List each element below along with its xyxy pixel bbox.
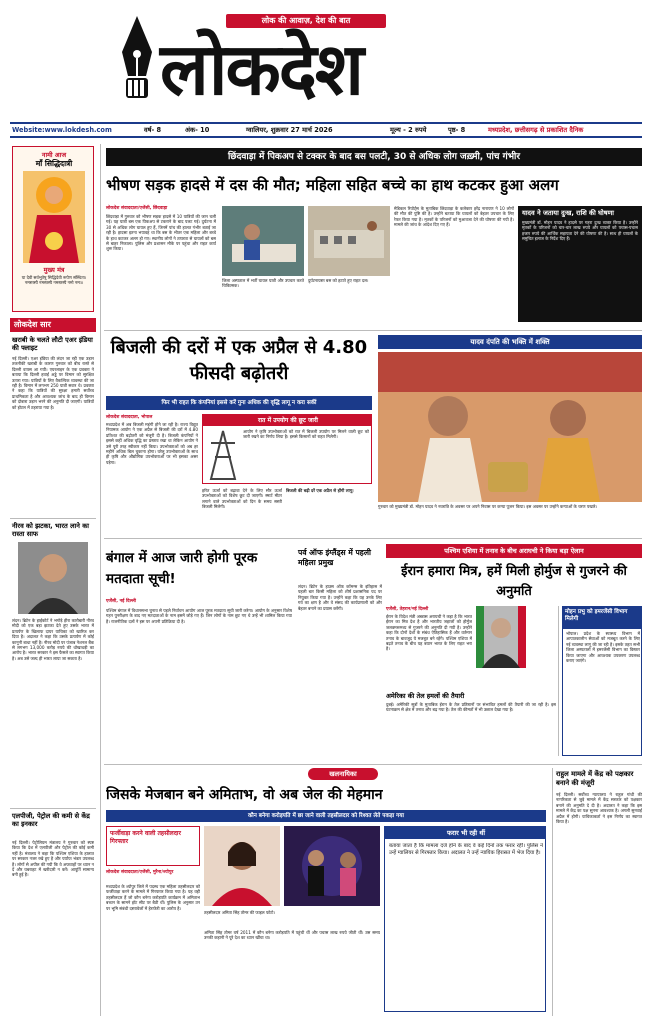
left-column	[10, 144, 96, 1016]
power-tower-icon	[207, 429, 239, 481]
hoc-headline: पर्व ऑफ इंग्लैंड्स में पहली महिला प्रमुख	[298, 548, 371, 567]
electricity-headline: बिजली की दरों में एक अप्रैल से 4.80 फीसदी बढ़ोतरी	[110, 337, 368, 384]
electricity-caption: बिजली की बढ़ी दरें एक अप्रैल से होंगी लागू।	[286, 488, 354, 493]
emergency-headline: मोहन प्रभु को इमरजेंसी विभाग मिलेगी	[563, 607, 642, 629]
electricity-byline: लोकदेश संवाददाता, भोपाल	[106, 415, 153, 420]
iran-body: ईरान के विदेश मंत्री अब्बास अराघची ने कहा है कि भारत ईरान का मित्र देश है और भारतीय जहाजों को होर्मुज जलडमरूमध्य से गुजरने की अनुमति दी गयी है। उन्होंने कहा कि दोनों देशों के संबंध ऐतिहासिक हैं और वर्तमान तनाव के बावजूद ये मजबूत बने रहेंगे। पश्चिम एशिया में बढ़ते तनाव के बीच यह बयान भारत के लिए राहत भरा है।	[386, 614, 472, 652]
divider	[104, 538, 642, 539]
kbc-photo	[284, 826, 380, 906]
night-use-box	[202, 414, 372, 484]
pages: पृष्ठ- 8	[448, 126, 466, 134]
araghchi-photo	[476, 606, 526, 668]
night-use-body: आयोग ने कृषि उपभोक्ताओं को रात में बिजली उपयोग पर मिलने वाली छूट को जारी रखने का निर्णय लिया है। इससे किसानों को राहत मिलेगी।	[243, 429, 369, 440]
goddess-image	[23, 171, 85, 263]
yadav-banner: यादव दंपति की भक्ति में शक्ति	[378, 335, 642, 349]
masthead	[0, 0, 650, 118]
divider	[10, 808, 96, 809]
iran-byline: एजेंसी, तेहरान/नई दिल्ली	[386, 607, 429, 612]
info-bar	[10, 122, 642, 138]
tehsildar-photo	[204, 826, 280, 906]
top-headline: भीषण सड़क हादसे में दस की मौत; महिला सहित बच्चे का हाथ कटकर हुआ अलग	[106, 176, 559, 194]
masthead-logo: लोकदेश	[160, 27, 362, 111]
price: मूल्य - 2 रुपये	[390, 126, 427, 134]
ad-caption: या देवी सर्वभूतेषु सिद्धिदेवी रूपेण संस्थिता। नमस्तस्यै नमस्तस्यै नमस्तस्यै नमो नमः॥	[21, 275, 87, 286]
khalnayika-body-2: अमिता सिंह तोमर वर्ष 2011 में कौन बनेगा करोड़पति में पहुंची थीं और पचास लाख रुपये जीती थीं। उस समय उनकी कहानी ने पूरे देश का ध्यान खींचा था।	[204, 930, 380, 941]
fraud-headline: फर्जीवाड़ा करने वाली तहसीलदार गिरफ्तार	[110, 830, 181, 845]
bengal-headline: बंगाल में आज जारी होगी पूरक मतदाता सूची!	[106, 550, 258, 587]
khalnayika-body: मध्यप्रदेश के श्योपुर जिले में पदस्थ एक महिला तहसीलदार को फर्जीवाड़ा करने के मामले में गिरफ्तार किया गया है। यह वही तहसीलदार हैं जो कौन बनेगा करोड़पति कार्यक्रम में अमिताभ बच्चन के सामने हॉट सीट पर बैठी थीं। पुलिस के अनुसार उन पर भूमि संबंधी दस्तावेजों में हेराफेरी का आरोप है।	[106, 884, 200, 911]
kanya-pujan-photo	[378, 352, 642, 502]
brief2-body: लंदन। ब्रिटेन के हाईकोर्ट ने भगोड़े हीरा कारोबारी नीरव मोदी को एक बड़ा झटका देते हुए उसके भारत में प्रत्यर्पण के खिलाफ दायर याचिका को खारिज कर दिया है। अदालत ने कहा कि उसके प्रत्यर्पण में कोई कानूनी बाधा नहीं है। नीरव मोदी पर पंजाब नेशनल बैंक से लगभग 13,000 करोड़ रुपये की धोखाधड़ी का आरोप है। भारत सरकार ने इस फैसले का स्वागत किया है। अब उसे जल्द ही भारत लाया जा सकता है।	[12, 618, 94, 661]
divider	[104, 330, 642, 331]
hoc-body: लंदन। ब्रिटेन के हाउस ऑफ कॉमन्स के इतिहास में पहली बार किसी महिला को शीर्ष प्रशासनिक पद पर नियुक्त किया गया है। उन्होंने कहा कि यह उनके लिए गर्व का क्षण है और वे संसद की कार्यप्रणाली को और बेहतर बनाने का प्रयास करेंगी।	[298, 584, 382, 611]
hospital-photo	[222, 206, 304, 276]
top-body-3: मेडिकल रिपोर्ट्स के मुताबिक छिंदवाड़ा के कलेक्टर हरेंद्र नारायण ने 10 लोगों की मौत की पुष्टि की है। उन्होंने बताया कि घायलों को बेहतर उपचार के लिए रेफर किया गया है। मृतकों के परिजनों को मुआवजा देने की घोषणा की गयी है। मामले की जांच के आदेश दिए गए हैं।	[394, 206, 514, 228]
column-rule	[552, 768, 553, 1016]
column-rule	[100, 144, 101, 1016]
website-link[interactable]: Website:www.lokdesh.com	[12, 126, 112, 134]
iran-sub-body: दुबई। अमेरिकी सूत्रों के मुताबिक ईरान के तेल प्रतिष्ठानों पर संभावित हमलों की तैयारी की जा रही है। इस घटनाक्रम से क्षेत्र में तनाव और बढ़ गया है। तेल की कीमतों में भी उछाल देखा गया है।	[386, 702, 556, 713]
ad-title-1: नामी आज	[41, 151, 67, 159]
cm-relief-box	[518, 206, 642, 322]
electricity-body-2: हरित ऊर्जा को बढ़ावा देने के लिए सौर ऊर्जा उपभोक्ताओं को विशेष छूट दी जाएगी। स्मार्ट मीटर लगाने वाले उपभोक्ताओं को दिन के समय सस्ती बिजली मिलेगी।	[202, 488, 282, 510]
fraud-box	[106, 826, 200, 866]
photo-caption-1: जिला अस्पताल में भर्ती घायल यात्री और उपचार करते चिकित्सक।	[222, 278, 304, 289]
absconding-body: बताया जाता है कि मामला दर्ज होने के बाद वे कई दिनों तक फरार रहीं। पुलिस ने उन्हें ग्वालियर से गिरफ्तार किया। अदालत ने उन्हें न्यायिक हिरासत में भेज दिया है।	[389, 843, 543, 856]
ad-title-3: मुख्य मंत्र	[43, 266, 65, 274]
brief3-body: नई दिल्ली। पेट्रोलियम मंत्रालय ने गुरुवार को स्पष्ट किया कि देश में एलपीजी और पेट्रोल की कोई कमी नहीं है। मंत्रालय ने कहा कि पश्चिम एशिया के हालात पर सरकार नजर रखे हुए है और पर्याप्त भंडार उपलब्ध है। लोगों से अपील की गयी कि वे अफवाहों पर ध्यान न दें और घबराहट में खरीदारी न करें। आपूर्ति सामान्य बनी हुई है।	[12, 840, 94, 878]
top-kicker: छिंदवाड़ा में पिकअप से टक्कर के बाद बस पलटी, 30 से अधिक लोग जख़्मी, पांच गंभीर	[106, 148, 642, 166]
divider	[104, 764, 642, 765]
rahul-headline: राहुल मामले में केंद्र को पक्षकार बनाने की मंजूरी	[556, 770, 634, 787]
column-rule	[558, 606, 559, 756]
dateline: ग्वालियर, शुक्रवार 27 मार्च 2026	[246, 126, 333, 134]
absconding-box	[384, 826, 546, 1012]
top-byline: लोकदेश संवाददाता/एजेंसी, छिंदवाड़ा	[106, 206, 168, 211]
emergency-box	[562, 606, 642, 756]
khalnayika-byline: लोकदेश संवाददाता/एजेंसी, मुरैना/श्योपुर	[106, 870, 174, 875]
section-label: लोकदेश सार	[10, 318, 96, 332]
iran-kicker: पश्चिम एशिया में तनाव के बीच अराघची ने किया बड़ा ऐलान	[386, 544, 642, 558]
electricity-body: मध्यप्रदेश में अब बिजली महंगी होने जा रही है। राज्य विद्युत नियामक आयोग ने एक अप्रैल से बिजली की दरों में 4.80 प्रतिशत की बढ़ोतरी को मंजूरी दी है। बिजली कंपनियों ने इससे कहीं अधिक वृद्धि का प्रस्ताव रखा था लेकिन आयोग ने उसे पूरी तरह स्वीकार नहीं किया। उपभोक्ताओं को अब हर महीने अधिक बिल चुकाना होगा। घरेलू उपभोक्ताओं के साथ ही कृषि और औद्योगिक उपभोक्ताओं पर भी इसका असर पड़ेगा।	[106, 422, 198, 465]
brief2-headline: नीरव को झटका, भारत लाने का रास्ता साफ	[12, 522, 89, 538]
edition: मध्यप्रदेश, छत्तीसगढ़ से प्रकाशित दैनिक	[488, 126, 584, 134]
absconding-headline: फरार भी रही थीं	[385, 827, 546, 839]
devotional-ad	[12, 146, 94, 312]
khalnayika-subhead: कौन बनेगा करोड़पति में छा जाने वाली तहसीलदार को रिश्वत लेते पकड़ा गया	[106, 810, 546, 822]
night-use-headline: रात में उपयोग की छूट जारी	[203, 415, 372, 426]
yadav-caption: गुरुवार को मुख्यमंत्री डॉ. मोहन यादव ने नवरात्रि के अवसर पर अपने निवास पर कन्या पूजन किया। इस अवसर पर उन्होंने कन्याओं के चरण पखारे।	[378, 504, 598, 509]
iran-headline: ईरान हमारा मित्र, हमें मिली होर्मुज से गुजरने की अनुमति	[401, 564, 627, 599]
bus-accident-photo	[308, 206, 390, 276]
emergency-body: भोपाल। प्रदेश के स्वास्थ्य विभाग में आपातकालीन सेवाओं को मजबूत करने के लिए नई व्यवस्था लागू की जा रही है। इसके तहत सभी जिला अस्पतालों में इमरजेंसी विभाग का विस्तार किया जाएगा और आवश्यक उपकरण उपलब्ध कराए जाएंगे।	[566, 631, 640, 664]
cm-relief-headline: यादव ने जताया दुःख, राशि की घोषणा	[522, 209, 615, 217]
top-body-1: छिंदवाड़ा में गुरुवार को भीषण सड़क हादसे में 10 यात्रियों की जान चली गई। यह यात्री बस एक पिकअप से टकराने के बाद पलट गई। दुर्घटना में 30 से अधिक लोग घायल हुए हैं, जिनमें पांच की हालत गंभीर बताई जा रही है। हादसा इतना भयावह था कि बस के भीतर एक महिला और बच्चे के हाथ कटकर अलग हो गए। स्थानीय लोगों ने तत्परता से घायलों को बस से बाहर निकाला। पुलिस और प्रशासन मौके पर पहुंचा और राहत कार्य शुरू किया।	[106, 214, 216, 252]
tehsildar-caption: तहसीलदार अमिता सिंह तोमर की फाइल फोटो।	[204, 910, 276, 915]
issue: अंक- 10	[185, 126, 210, 134]
bengal-body: पश्चिम बंगाल में विधानसभा चुनाव से पहले निर्वाचन आयोग आज पूरक मतदाता सूची जारी करेगा। आयोग के अनुसार विशेष गहन पुनरीक्षण के बाद नए मतदाताओं के नाम इसमें जोड़े गए हैं। जिन लोगों के नाम छूट गए थे उन्हें भी शामिल किया गया है। राजनीतिक दलों ने इस पर अपनी प्रतिक्रिया दी है।	[106, 608, 292, 624]
pen-logo-icon	[112, 14, 162, 110]
iran-sub-headline: अमेरिका की तेल हमलों की तैयारी	[386, 692, 465, 700]
divider	[10, 518, 96, 519]
photo-caption-2: दुर्घटनाग्रस्त बस को हटाते हुए राहत दल।	[308, 278, 369, 283]
brief3-headline: एलपीजी, पेट्रोल की कमी से केंद्र का इनकार	[12, 812, 90, 828]
bengal-byline: एजेंसी, नई दिल्ली	[106, 599, 136, 604]
rahul-body: नई दिल्ली। सर्वोच्च न्यायालय ने राहुल गांधी की नागरिकता से जुड़े मामले में केंद्र सरकार को पक्षकार बनाने की अनुमति दे दी है। अदालत ने कहा कि इस मामले में केंद्र का पक्ष सुनना आवश्यक है। अगली सुनवाई अप्रैल में होगी। याचिकाकर्ता ने इस निर्णय का स्वागत किया है।	[556, 792, 642, 825]
ad-title-2: माँ सिद्धिदात्री	[35, 159, 73, 168]
electricity-subhead: फिर भी राहत कि कंपनियां इससे करें गुना अधिक की वृद्धि लागू न करा सकीं	[106, 396, 372, 410]
brief1-body: नई दिल्ली। एअर इंडिया की लंदन जा रही एक उड़ान तकनीकी खराबी के कारण गुरुवार को बीच रास्ते से दिल्ली वापस आ गयी। एयरलाइन के एक प्रवक्ता ने बताया कि दिल्ली हवाई अड्डे पर विमान को सुरक्षित उतारा गया। यात्रियों के लिए वैकल्पिक व्यवस्था की जा रही है। विमान में लगभग 250 यात्री सवार थे। प्रवक्ता ने कहा कि यात्रियों की सुरक्षा हमारी सर्वोच्च प्राथमिकता है और आवश्यक जांच के बाद ही विमान को दोबारा उड़ान भरने की अनुमति दी जाएगी। यात्रियों को होटल में ठहराया गया है।	[12, 356, 94, 410]
khalnayika-label: खलनायिका	[308, 768, 378, 780]
masthead-tagline: लोक की आवाज़, देश की बात	[226, 14, 386, 28]
brief1-headline: खराबी के चलते लौटी एअर इंडिया की फ्लाइट	[12, 336, 93, 352]
year: वर्ष- 8	[144, 126, 162, 134]
nirav-photo	[18, 542, 88, 614]
cm-relief-body: मुख्यमंत्री डॉ. मोहन यादव ने हादसे पर गहरा दुःख व्यक्त किया है। उन्होंने मृतकों के परिजनों को चार-चार लाख रुपये और घायलों को पचास-पचास हजार रुपये की आर्थिक सहायता देने की घोषणा की है। साथ ही घायलों के समुचित इलाज के निर्देश दिए हैं।	[522, 220, 638, 242]
khalnayika-headline: जिसके मेजबान बने अमिताभ, वो अब जेल की मेहमान	[106, 787, 383, 803]
